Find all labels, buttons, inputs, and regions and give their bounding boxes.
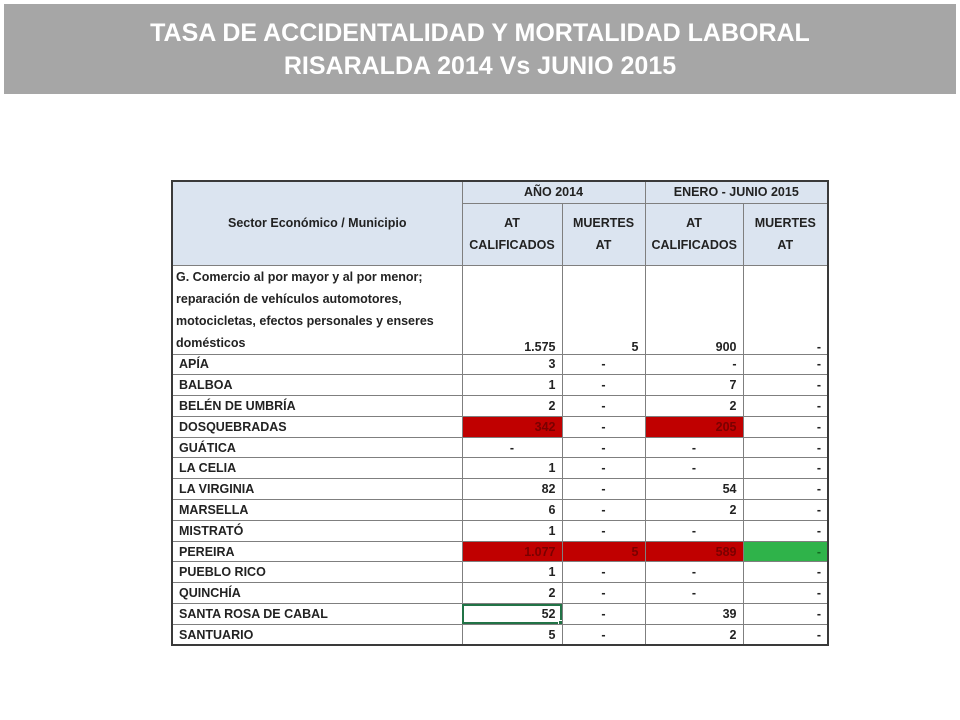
municipio-cell[interactable]: MISTRATÓ	[172, 520, 462, 541]
muertes-2015-cell[interactable]: -	[743, 437, 828, 458]
at-2015-cell[interactable]: -	[645, 354, 743, 375]
muertes-2015-cell[interactable]: -	[743, 562, 828, 583]
header-muertes-at-2014: MUERTES AT	[562, 203, 645, 265]
table-row[interactable]	[172, 500, 828, 521]
at-2015-cell[interactable]: 39	[645, 604, 743, 625]
muertes-2014-cell[interactable]: -	[562, 354, 645, 375]
title-line-1: TASA DE ACCIDENTALIDAD Y MORTALIDAD LABORAL	[150, 19, 810, 47]
at-2014-cell[interactable]: 5	[462, 624, 562, 645]
header-year-2015: ENERO - JUNIO 2015	[645, 181, 828, 203]
muertes-2014-cell[interactable]: -	[562, 500, 645, 521]
muertes-2015-cell[interactable]: -	[743, 520, 828, 541]
at-2015-cell[interactable]: 2	[645, 624, 743, 645]
municipio-cell[interactable]: PUEBLO RICO	[172, 562, 462, 583]
muertes-2014-cell[interactable]: -	[562, 375, 645, 396]
table-row[interactable]	[172, 354, 828, 375]
muertes-2014-cell[interactable]: -	[562, 458, 645, 479]
table-row[interactable]	[172, 375, 828, 396]
at-2014-cell[interactable]: 1	[462, 520, 562, 541]
table-row[interactable]	[172, 541, 828, 562]
header-at-calificados-2015: AT CALIFICADOS	[645, 203, 743, 265]
at-2014-cell-highlight[interactable]: 1.077	[462, 541, 562, 562]
municipio-cell[interactable]: APÍA	[172, 354, 462, 375]
at-2014-cell[interactable]: -	[462, 437, 562, 458]
municipio-cell[interactable]: MARSELLA	[172, 500, 462, 521]
muertes-2014-cell[interactable]: -	[562, 437, 645, 458]
municipio-cell[interactable]: QUINCHÍA	[172, 583, 462, 604]
at-2014-cell[interactable]: 3	[462, 354, 562, 375]
at-2015-cell[interactable]: -	[645, 562, 743, 583]
municipio-cell[interactable]: GUÁTICA	[172, 437, 462, 458]
muertes-2014-cell[interactable]: -	[562, 520, 645, 541]
municipio-cell[interactable]: DOSQUEBRADAS	[172, 416, 462, 437]
at-2015-cell[interactable]: 2	[645, 396, 743, 417]
table-row[interactable]	[172, 583, 828, 604]
muertes-2015-cell[interactable]: -	[743, 500, 828, 521]
at-2014-cell[interactable]: 1	[462, 375, 562, 396]
muertes-2015-cell[interactable]: -	[743, 375, 828, 396]
muertes-2014-cell-highlight[interactable]: 5	[562, 541, 645, 562]
muertes-2014-cell[interactable]: -	[562, 604, 645, 625]
muertes-2014-cell[interactable]: -	[562, 416, 645, 437]
muertes-2015-cell[interactable]: -	[743, 604, 828, 625]
muertes-2015-cell[interactable]: -	[743, 396, 828, 417]
table-row[interactable]	[172, 458, 828, 479]
selected-cell[interactable]	[462, 604, 562, 625]
header-muertes-at-2015: MUERTES AT	[743, 203, 828, 265]
at-2014-cell[interactable]: 82	[462, 479, 562, 500]
at-2014-cell[interactable]: 2	[462, 396, 562, 417]
muertes-2014-cell[interactable]: -	[562, 396, 645, 417]
table-row[interactable]	[172, 479, 828, 500]
sector-muertes-2014[interactable]: 5	[562, 265, 645, 354]
at-2015-cell-highlight[interactable]: 205	[645, 416, 743, 437]
header-sector: Sector Económico / Municipio	[172, 181, 462, 265]
muertes-2015-cell[interactable]: -	[743, 458, 828, 479]
at-2015-cell[interactable]: 7	[645, 375, 743, 396]
at-2015-cell[interactable]: -	[645, 458, 743, 479]
muertes-2015-cell[interactable]: -	[743, 479, 828, 500]
header-at-calificados-2014: AT CALIFICADOS	[462, 203, 562, 265]
title-banner	[4, 4, 956, 94]
muertes-2015-cell[interactable]: -	[743, 583, 828, 604]
muertes-2014-cell[interactable]: -	[562, 583, 645, 604]
at-2014-cell-highlight[interactable]: 342	[462, 416, 562, 437]
municipio-cell[interactable]: LA CELIA	[172, 458, 462, 479]
header-year-2014: AÑO 2014	[462, 181, 645, 203]
municipio-cell[interactable]: BALBOA	[172, 375, 462, 396]
muertes-2014-cell[interactable]: -	[562, 624, 645, 645]
at-2014-cell[interactable]: 1	[462, 458, 562, 479]
muertes-2015-cell-highlight[interactable]: -	[743, 541, 828, 562]
at-2015-cell[interactable]: -	[645, 583, 743, 604]
muertes-2014-cell[interactable]: -	[562, 562, 645, 583]
accident-table	[171, 180, 829, 646]
sector-muertes-2015[interactable]: -	[743, 265, 828, 354]
sector-name[interactable]: G. Comercio al por mayor y al por menor; reparación de vehículos automotores, motocicletas, efectos personales y enseres domésticos	[172, 265, 462, 354]
table-row[interactable]	[172, 624, 828, 645]
municipio-cell[interactable]: LA VIRGINIA	[172, 479, 462, 500]
table-row[interactable]	[172, 437, 828, 458]
title-line-2: RISARALDA 2014 Vs JUNIO 2015	[283, 52, 677, 80]
muertes-2015-cell[interactable]: -	[743, 416, 828, 437]
municipio-cell[interactable]: SANTA ROSA DE CABAL	[172, 604, 462, 625]
table-row[interactable]	[172, 520, 828, 541]
municipio-cell[interactable]: BELÉN DE UMBRÍA	[172, 396, 462, 417]
municipio-cell[interactable]: SANTUARIO	[172, 624, 462, 645]
sector-row[interactable]	[172, 265, 828, 354]
muertes-2015-cell[interactable]: -	[743, 354, 828, 375]
at-2014-cell[interactable]: 6	[462, 500, 562, 521]
municipio-cell[interactable]: PEREIRA	[172, 541, 462, 562]
at-2015-cell-highlight[interactable]: 589	[645, 541, 743, 562]
table-row[interactable]	[172, 416, 828, 437]
at-2015-cell[interactable]: 2	[645, 500, 743, 521]
at-2015-cell[interactable]: 54	[645, 479, 743, 500]
muertes-2014-cell[interactable]: -	[562, 479, 645, 500]
table-row[interactable]	[172, 604, 828, 625]
muertes-2015-cell[interactable]: -	[743, 624, 828, 645]
selected-cell-value: 52	[541, 606, 556, 621]
at-2014-cell[interactable]: 1	[462, 562, 562, 583]
at-2014-cell[interactable]: 2	[462, 583, 562, 604]
sector-at-2015[interactable]: 900	[645, 265, 743, 354]
fill-handle[interactable]	[558, 620, 563, 625]
at-2015-cell[interactable]: -	[645, 520, 743, 541]
table-row[interactable]	[172, 396, 828, 417]
at-2015-cell[interactable]: -	[645, 437, 743, 458]
table-row[interactable]	[172, 562, 828, 583]
sector-at-2014[interactable]: 1.575	[462, 265, 562, 354]
